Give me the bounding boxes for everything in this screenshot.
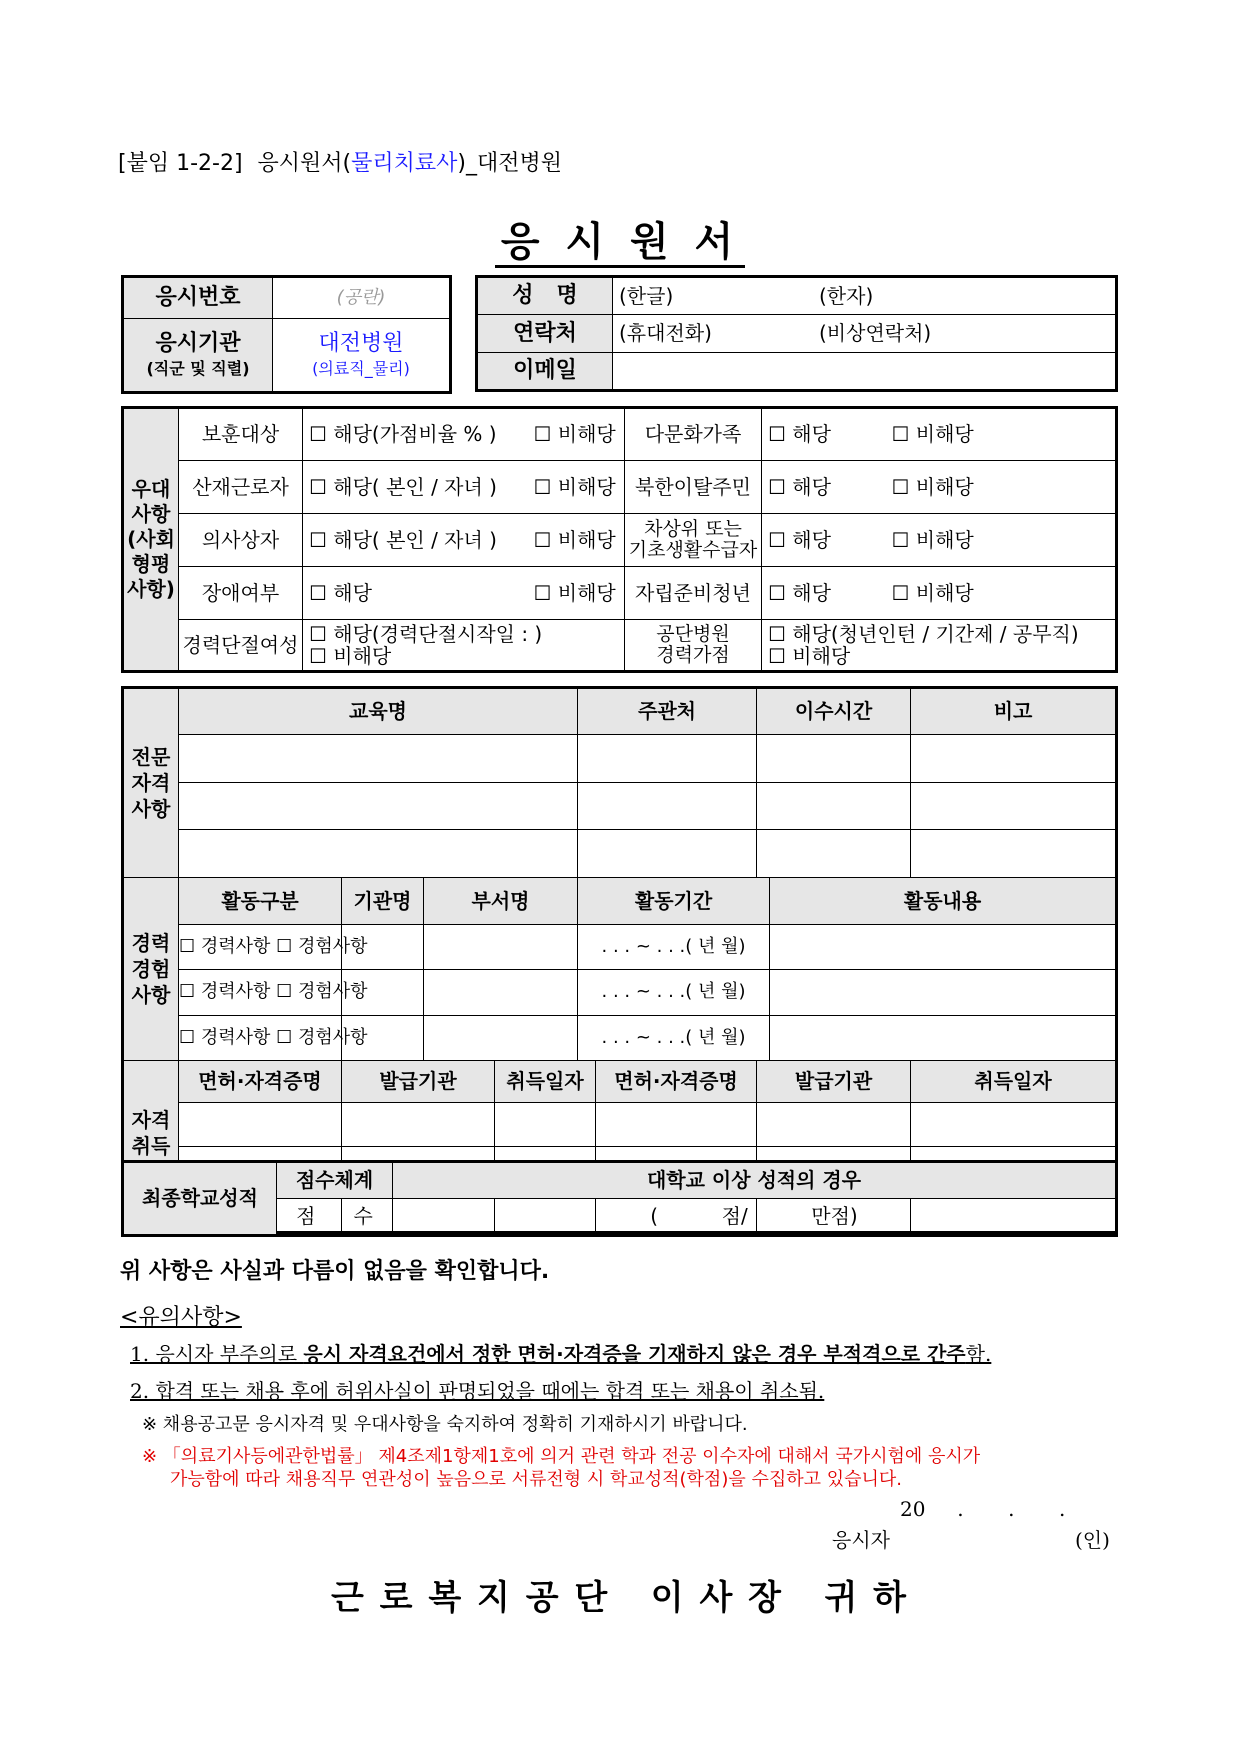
education-cell[interactable] bbox=[179, 830, 578, 878]
note-1: 1. 응시자 부주의로 응시 자격요건에서 정한 면허·자격증을 기재하지 않은 경우 부적격으로 간주함. bbox=[130, 1342, 992, 1366]
career-period[interactable]: . . . ~ . . .( 년 월) bbox=[578, 924, 770, 970]
contact-field[interactable] bbox=[613, 315, 1117, 353]
header-line bbox=[118, 146, 562, 177]
name-hangul: (한글) bbox=[619, 283, 674, 308]
license-cell[interactable] bbox=[495, 1103, 596, 1146]
applicant-left-table bbox=[121, 275, 452, 394]
footer-addressee: 근 로 복 지 공 단 이 사 장 귀 하 bbox=[331, 1578, 908, 1618]
confirm-statement: 위 사항은 사실과 다름이 없음을 확인합니다. bbox=[120, 1259, 550, 1284]
license-cell[interactable] bbox=[911, 1103, 1117, 1146]
education-cell[interactable] bbox=[911, 830, 1117, 878]
notes-title: <유의사항> bbox=[120, 1305, 242, 1330]
career-period[interactable]: . . . ~ . . .( 년 월) bbox=[578, 970, 770, 1016]
career-cell[interactable] bbox=[424, 1015, 578, 1061]
license-cell[interactable] bbox=[757, 1103, 911, 1146]
header-job: 물리치료사 bbox=[351, 151, 458, 176]
email-label: 이메일 bbox=[477, 353, 613, 391]
education-cell[interactable] bbox=[757, 734, 911, 782]
sign-seal[interactable]: (인) bbox=[1075, 1528, 1110, 1552]
career-cell[interactable] bbox=[770, 924, 1117, 970]
education-cell[interactable] bbox=[179, 734, 578, 782]
contact-emergency: (비상연락처) bbox=[819, 321, 932, 345]
grades-score-value[interactable]: ( 점/ 만점) bbox=[393, 1199, 1117, 1236]
career-cell[interactable] bbox=[770, 1015, 1117, 1061]
pref-option-no[interactable]: ☐ 비해당 bbox=[886, 514, 1117, 567]
career-cell[interactable] bbox=[424, 924, 578, 970]
career-header-content: 활동내용 bbox=[770, 878, 1117, 925]
pref-option-yes[interactable]: ☐ 해당 bbox=[762, 408, 886, 461]
exam-no-label: 응시번호 bbox=[123, 277, 273, 319]
hospital-career-yes[interactable]: ☐ 해당(청년인턴 / 기간제 / 공무직) bbox=[768, 622, 1079, 646]
license-header-issuer: 발급기관 bbox=[342, 1061, 495, 1103]
contact-label: 연락처 bbox=[477, 315, 613, 353]
education-header-name: 교육명 bbox=[179, 688, 578, 735]
career-header-agency: 기관명 bbox=[342, 878, 424, 925]
license-header-issuer: 발급기관 bbox=[757, 1061, 911, 1103]
page-title: 응 시 원 서 bbox=[470, 210, 770, 267]
pref-option-no[interactable]: ☐ 비해당 bbox=[886, 567, 1117, 620]
pref-option-no[interactable]: ☐ 비해당 bbox=[886, 461, 1117, 514]
career-cell[interactable] bbox=[770, 970, 1117, 1016]
license-header-date: 취득일자 bbox=[911, 1061, 1117, 1103]
pref-option-yes[interactable]: ☐ 해당( 본인 / 자녀 ) bbox=[303, 461, 528, 514]
email-field[interactable] bbox=[613, 353, 1117, 391]
license-header-date: 취득일자 bbox=[495, 1061, 596, 1103]
exam-no-value[interactable]: (공란) bbox=[273, 277, 451, 319]
education-header-note: 비고 bbox=[911, 688, 1117, 735]
grades-table bbox=[121, 1160, 1118, 1237]
pref-label: 경력단절여성 bbox=[179, 620, 303, 672]
pref-option-yes[interactable]: ☐ 해당(가점비율 % ) bbox=[303, 408, 528, 461]
education-cell[interactable] bbox=[757, 830, 911, 878]
sign-applicant: 응시자 bbox=[832, 1528, 890, 1552]
pref-option-no[interactable]: ☐ 비해당 bbox=[528, 408, 625, 461]
education-cell[interactable] bbox=[578, 830, 757, 878]
preference-section-label: 우대 사항 (사회 형평 사항) bbox=[123, 408, 179, 672]
career-type-options[interactable]: ☐ 경력사항 ☐ 경험사항 bbox=[179, 970, 342, 1016]
career-cell[interactable] bbox=[424, 970, 578, 1016]
pref-label: 북한이탈주민 bbox=[625, 461, 762, 514]
note-4-line1: ※ 「의료기사등에관한법률」 제4조제1항제1호에 의거 관련 학과 전공 이수자에 대해서 국가시험에 응시가 bbox=[142, 1446, 981, 1467]
career-type-options[interactable]: ☐ 경력사항 ☐ 경험사항 bbox=[179, 1015, 342, 1061]
pref-label: 공단병원 경력가점 bbox=[625, 620, 762, 672]
license-cell[interactable] bbox=[596, 1103, 757, 1146]
pref-label: 장애여부 bbox=[179, 567, 303, 620]
note-3: ※ 채용공고문 응시자격 및 우대사항을 숙지하여 정확히 기재하시기 바랍니다. bbox=[142, 1414, 748, 1435]
preference-table bbox=[121, 406, 1118, 673]
pref-option-no[interactable]: ☐ 비해당 bbox=[528, 461, 625, 514]
agency-sub: (직군 및 직렬) bbox=[146, 359, 250, 379]
hospital-career-options[interactable] bbox=[762, 620, 1117, 672]
license-header-name: 면허·자격증명 bbox=[179, 1061, 342, 1103]
pref-label: 차상위 또는 기초생활수급자 bbox=[625, 514, 762, 567]
education-cell[interactable] bbox=[757, 782, 911, 830]
agency-value-cell bbox=[273, 319, 451, 393]
pref-option-no[interactable]: ☐ 비해당 bbox=[528, 514, 625, 567]
pref-label: 다문화가족 bbox=[625, 408, 762, 461]
grades-system-label: 점수체계 bbox=[277, 1162, 393, 1199]
agency-value-sub: (의료직_물리) bbox=[312, 359, 410, 379]
agency-value: 대전병원 bbox=[318, 331, 404, 357]
license-cell[interactable] bbox=[342, 1103, 495, 1146]
career-period[interactable]: . . . ~ . . .( 년 월) bbox=[578, 1015, 770, 1061]
education-header-org: 주관처 bbox=[578, 688, 757, 735]
pref-option-no[interactable]: ☐ 비해당 bbox=[528, 567, 625, 620]
name-label: 성 명 bbox=[477, 277, 613, 315]
sign-date[interactable]: 20 . . . bbox=[900, 1497, 1066, 1521]
career-section-label: 경력 경험 사항 bbox=[123, 878, 179, 1061]
license-section-label: 자격 취득 bbox=[123, 1061, 179, 1233]
pref-option-yes[interactable]: ☐ 해당 bbox=[762, 461, 886, 514]
license-cell[interactable] bbox=[179, 1103, 342, 1146]
pref-label: 의사상자 bbox=[179, 514, 303, 567]
qualification-table bbox=[121, 686, 1118, 1234]
pref-option-no[interactable]: ☐ 비해당 bbox=[886, 408, 1117, 461]
grades-label: 최종학교성적 bbox=[123, 1162, 277, 1236]
career-break-options[interactable] bbox=[303, 620, 625, 672]
header-title-post: )_대전병원 bbox=[457, 151, 562, 176]
education-cell[interactable] bbox=[911, 734, 1117, 782]
pref-label: 산재근로자 bbox=[179, 461, 303, 514]
note-2: 2. 합격 또는 채용 후에 허위사실이 판명되었을 때에는 합격 또는 채용이 취소됨. bbox=[130, 1379, 825, 1403]
career-break-no[interactable]: ☐ 비해당 bbox=[309, 644, 392, 668]
grades-score-label: 점 수 bbox=[277, 1199, 393, 1236]
applicant-right-table bbox=[475, 275, 1118, 392]
pref-option-yes[interactable]: ☐ 해당( 본인 / 자녀 ) bbox=[303, 514, 528, 567]
name-field[interactable] bbox=[613, 277, 1117, 315]
agency-label-cell bbox=[123, 319, 273, 393]
name-hanja: (한자) bbox=[819, 283, 874, 308]
education-cell[interactable] bbox=[578, 734, 757, 782]
career-header-period: 활동기간 bbox=[578, 878, 770, 925]
header-title-pre: 응시원서( bbox=[257, 151, 352, 176]
pref-option-yes[interactable]: ☐ 해당 bbox=[303, 567, 528, 620]
education-cell[interactable] bbox=[578, 782, 757, 830]
education-cell[interactable] bbox=[179, 782, 578, 830]
pref-option-yes[interactable]: ☐ 해당 bbox=[762, 514, 886, 567]
education-header-hours: 이수시간 bbox=[757, 688, 911, 735]
contact-mobile: (휴대전화) bbox=[619, 321, 712, 345]
note-4-line2: 가능함에 따라 채용직무 연관성이 높음으로 서류전형 시 학교성적(학점)을 수집하고 있습니다. bbox=[170, 1469, 903, 1490]
education-cell[interactable] bbox=[911, 782, 1117, 830]
attachment-prefix: [붙임 1-2-2] bbox=[118, 151, 243, 176]
career-type-options[interactable]: ☐ 경력사항 ☐ 경험사항 bbox=[179, 924, 342, 970]
education-section-label: 전문 자격 사항 bbox=[123, 688, 179, 878]
license-header-name: 면허·자격증명 bbox=[596, 1061, 757, 1103]
agency-label: 응시기관 bbox=[155, 331, 241, 357]
pref-option-yes[interactable]: ☐ 해당 bbox=[762, 567, 886, 620]
career-break-yes[interactable]: ☐ 해당(경력단절시작일 : ) bbox=[309, 622, 543, 646]
career-header-dept: 부서명 bbox=[424, 878, 578, 925]
hospital-career-no[interactable]: ☐ 비해당 bbox=[768, 644, 851, 668]
pref-label: 자립준비청년 bbox=[625, 567, 762, 620]
grades-univ-label: 대학교 이상 성적의 경우 bbox=[393, 1162, 1117, 1199]
career-header-type: 활동구분 bbox=[179, 878, 342, 925]
pref-label: 보훈대상 bbox=[179, 408, 303, 461]
